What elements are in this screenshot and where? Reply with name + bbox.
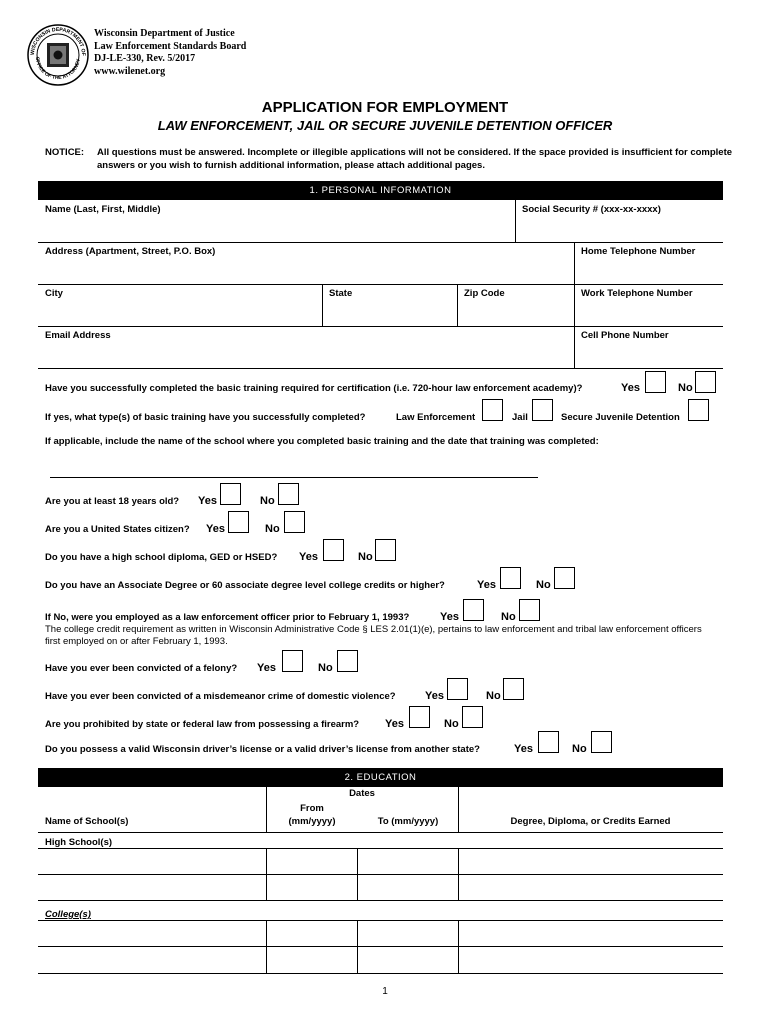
secure-juvenile-detention-checkbox[interactable] bbox=[688, 399, 709, 421]
agency-info bbox=[94, 28, 246, 78]
question-citizen: Are you a United States citizen? bbox=[45, 524, 190, 535]
felony-no-checkbox[interactable] bbox=[337, 650, 358, 672]
yes-label: Yes bbox=[440, 611, 459, 623]
from-header: From bbox=[300, 803, 324, 814]
board-name: Law Enforcement Standards Board bbox=[94, 40, 247, 52]
no-label: No bbox=[501, 611, 516, 623]
table-row[interactable] bbox=[38, 875, 723, 900]
section-personal-information-header: 1. PERSONAL INFORMATION bbox=[38, 181, 723, 200]
no-label: No bbox=[444, 718, 459, 730]
state-field[interactable] bbox=[323, 300, 456, 325]
question-misdemeanor: Have you ever been convicted of a misdemeanor crime of domestic violence? bbox=[45, 691, 396, 702]
high-school-label: High School(s) bbox=[45, 837, 113, 848]
no-label: No bbox=[260, 495, 275, 507]
question-employed-before-1993: If No, were you employed as a law enforcement officer prior to February 1, 1993? bbox=[45, 612, 410, 623]
question-training-type: If yes, what type(s) of basic training have you successfully completed? bbox=[45, 412, 366, 423]
to-header: To (mm/yyyy) bbox=[377, 816, 439, 827]
employed-yes-checkbox[interactable] bbox=[463, 599, 484, 621]
firearm-no-checkbox[interactable] bbox=[462, 706, 483, 728]
work-phone-field[interactable] bbox=[575, 300, 722, 325]
form-number: DJ-LE-330, Rev. 5/2017 bbox=[94, 53, 196, 64]
address-field[interactable] bbox=[38, 258, 573, 283]
citizen-yes-checkbox[interactable] bbox=[228, 511, 249, 533]
no-label: No bbox=[358, 551, 373, 563]
divider bbox=[38, 242, 723, 243]
divider bbox=[38, 900, 723, 901]
yes-label: Yes bbox=[299, 551, 318, 563]
divider bbox=[38, 973, 723, 974]
training-school-line[interactable] bbox=[50, 477, 538, 478]
school-name-header: Name of School(s) bbox=[45, 816, 129, 827]
city-field[interactable] bbox=[38, 300, 321, 325]
cell-phone-field-label: Cell Phone Number bbox=[581, 330, 669, 341]
from-format-header: (mm/yyyy) bbox=[288, 816, 336, 827]
jail-checkbox[interactable] bbox=[532, 399, 553, 421]
table-row[interactable] bbox=[38, 947, 723, 973]
law-enforcement-checkbox[interactable] bbox=[482, 399, 503, 421]
yes-label: Yes bbox=[257, 662, 276, 674]
yes-label: Yes bbox=[425, 690, 444, 702]
question-degree: Do you have an Associate Degree or 60 associate degree level college credits or higher? bbox=[45, 580, 445, 591]
degree-yes-checkbox[interactable] bbox=[500, 567, 521, 589]
divider bbox=[38, 832, 723, 833]
no-label: No bbox=[486, 690, 501, 702]
ssn-field-label: Social Security # (xxx-xx-xxxx) bbox=[522, 204, 661, 215]
city-field-label: City bbox=[45, 288, 63, 299]
work-phone-field-label: Work Telephone Number bbox=[581, 288, 693, 299]
question-training-school: If applicable, include the name of the school where you completed basic training and the date that training was completed: bbox=[45, 436, 599, 447]
question-felony: Have you ever been convicted of a felony? bbox=[45, 663, 238, 674]
yes-label: Yes bbox=[385, 718, 404, 730]
address-field-label: Address (Apartment, Street, P.O. Box) bbox=[45, 246, 216, 257]
email-field[interactable] bbox=[38, 342, 573, 367]
notice-text: All questions must be answered. Incomplete or illegible applications will not be considered. If the space provided is insufficient for complete answers or you wish to furnish additional information, please attach additional pages. bbox=[97, 147, 733, 171]
no-label: No bbox=[318, 662, 333, 674]
notice-label: NOTICE: bbox=[45, 147, 85, 158]
yes-label: Yes bbox=[514, 743, 533, 755]
training-yes-checkbox[interactable] bbox=[645, 371, 666, 393]
svg-text:WISCONSIN DEPARTMENT OF JUSTIC: WISCONSIN DEPARTMENT OF bbox=[29, 26, 87, 57]
training-no-checkbox[interactable] bbox=[695, 371, 716, 393]
misdemeanor-no-checkbox[interactable] bbox=[503, 678, 524, 700]
license-no-checkbox[interactable] bbox=[591, 731, 612, 753]
page-subtitle: LAW ENFORCEMENT, JAIL OR SECURE JUVENILE DETENTION OFFICER bbox=[157, 118, 613, 133]
page-title: APPLICATION FOR EMPLOYMENT bbox=[261, 99, 509, 116]
svg-text:OFFICE OF THE ATTORNEY GENERAL: OFFICE OF THE ATTORNEY bbox=[33, 56, 82, 82]
table-row[interactable] bbox=[38, 921, 723, 946]
yes-label: Yes bbox=[477, 579, 496, 591]
degree-no-checkbox[interactable] bbox=[554, 567, 575, 589]
no-label: No bbox=[536, 579, 551, 591]
home-phone-field-label: Home Telephone Number bbox=[581, 246, 696, 257]
divider bbox=[38, 284, 723, 285]
license-yes-checkbox[interactable] bbox=[538, 731, 559, 753]
college-credit-note: The college credit requirement as written in Wisconsin Administrative Code § LES 2.01(1)(e), pertains to law enforcement and tribal law enforcement officers first employed on or after February 1, 1993. bbox=[45, 624, 702, 647]
age-no-checkbox[interactable] bbox=[278, 483, 299, 505]
zip-field[interactable] bbox=[458, 300, 573, 325]
no-label: No bbox=[572, 743, 587, 755]
college-label: College(s) bbox=[45, 909, 91, 920]
age-yes-checkbox[interactable] bbox=[220, 483, 241, 505]
name-field[interactable] bbox=[38, 216, 514, 241]
secure-juvenile-detention-label: Secure Juvenile Detention bbox=[561, 412, 680, 423]
question-diploma: Do you have a high school diploma, GED or HSED? bbox=[45, 552, 278, 563]
jail-label: Jail bbox=[512, 412, 528, 423]
home-phone-field[interactable] bbox=[575, 258, 722, 283]
firearm-yes-checkbox[interactable] bbox=[409, 706, 430, 728]
question-basic-training: Have you successfully completed the basic training required for certification (i.e. 720-hour law enforcement academy)? bbox=[45, 383, 583, 394]
cell-phone-field[interactable] bbox=[575, 342, 722, 367]
employed-no-checkbox[interactable] bbox=[519, 599, 540, 621]
citizen-no-checkbox[interactable] bbox=[284, 511, 305, 533]
ssn-field[interactable] bbox=[516, 216, 722, 241]
yes-label: Yes bbox=[198, 495, 217, 507]
no-label: No bbox=[265, 523, 280, 535]
yes-label: Yes bbox=[206, 523, 225, 535]
dates-header: Dates bbox=[349, 788, 375, 799]
question-drivers-license: Do you possess a valid Wisconsin driver’s license or a valid driver’s license from another state? bbox=[45, 744, 480, 755]
divider bbox=[38, 326, 723, 327]
law-enforcement-label: Law Enforcement bbox=[396, 412, 476, 423]
state-seal-logo bbox=[27, 24, 89, 86]
table-row[interactable] bbox=[38, 849, 723, 874]
zip-field-label: Zip Code bbox=[464, 288, 505, 299]
diploma-yes-checkbox[interactable] bbox=[323, 539, 344, 561]
question-age: Are you at least 18 years old? bbox=[45, 496, 180, 507]
name-field-label: Name (Last, First, Middle) bbox=[45, 204, 161, 215]
no-label: No bbox=[678, 382, 693, 394]
agency-name: Wisconsin Department of Justice bbox=[94, 28, 235, 39]
felony-yes-checkbox[interactable] bbox=[282, 650, 303, 672]
degree-header: Degree, Diploma, or Credits Earned bbox=[510, 816, 671, 827]
state-field-label: State bbox=[329, 288, 353, 299]
misdemeanor-yes-checkbox[interactable] bbox=[447, 678, 468, 700]
email-field-label: Email Address bbox=[45, 330, 111, 341]
yes-label: Yes bbox=[621, 382, 640, 394]
page-number: 1 bbox=[382, 986, 388, 997]
section-education-header: 2. EDUCATION bbox=[38, 768, 723, 787]
question-firearm: Are you prohibited by state or federal law from possessing a firearm? bbox=[45, 719, 360, 730]
diploma-no-checkbox[interactable] bbox=[375, 539, 396, 561]
website: www.wilenet.org bbox=[94, 65, 166, 77]
divider bbox=[38, 368, 723, 369]
